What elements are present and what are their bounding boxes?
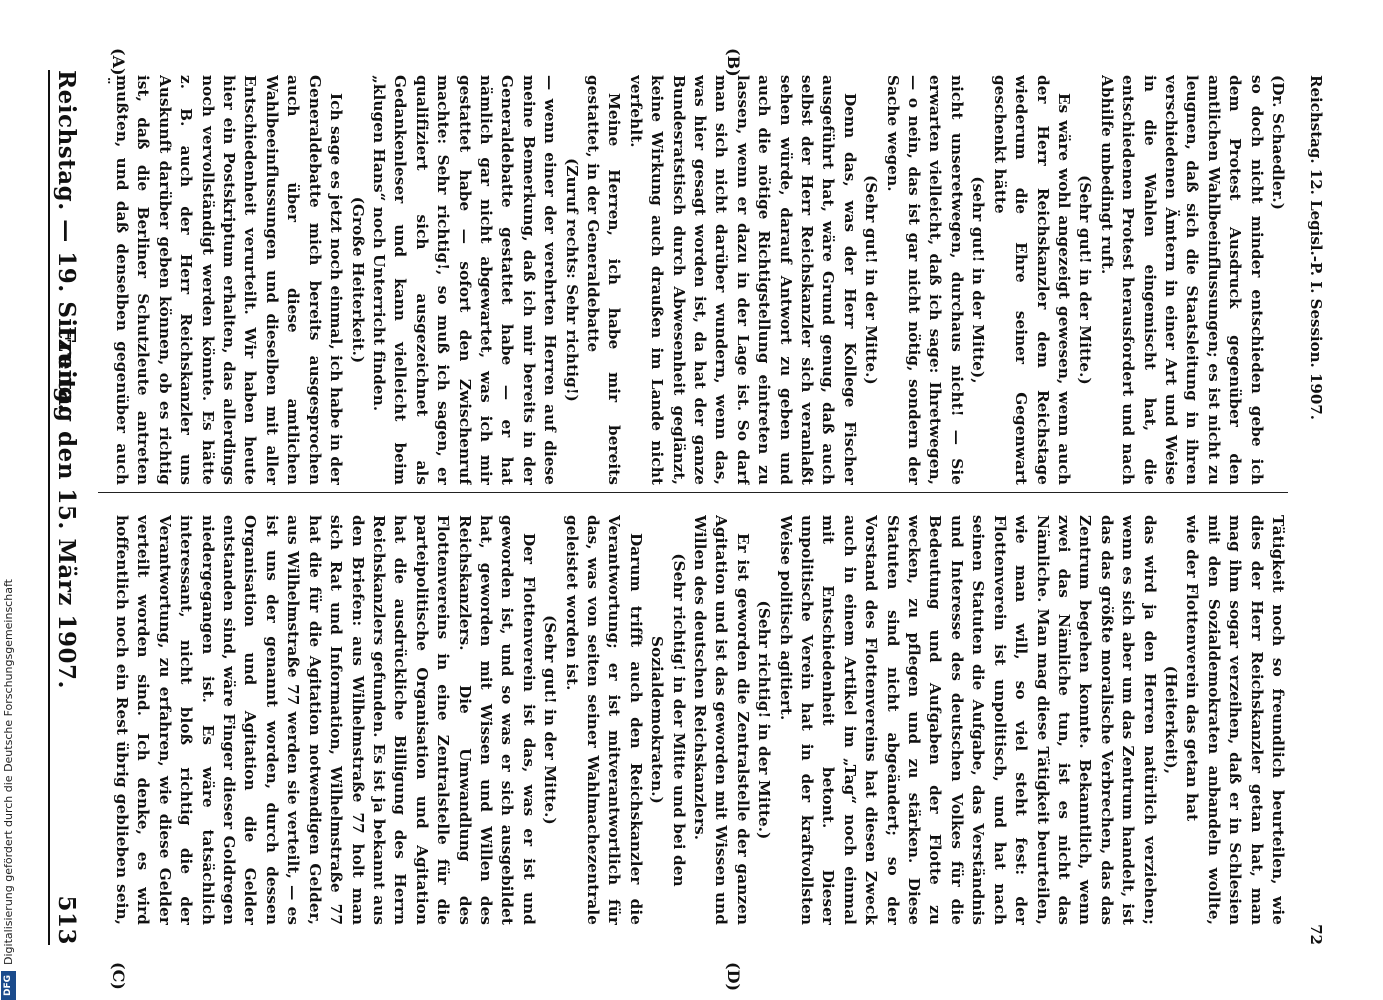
paragraph: (sehr gut! in der Mitte), <box>969 176 988 384</box>
header-rule <box>48 70 50 945</box>
signature-mark: 72 <box>1307 924 1325 945</box>
paragraph: (Zuruf rechts: Sehr richtig!) <box>562 158 581 402</box>
paragraph: (Sehr gut! in der Mitte.) <box>862 175 881 385</box>
left-column <box>108 75 1288 485</box>
paragraph: Tätigkeit noch so freundlich beurteilen, wie dies der Herr Reichskanzler getan hat, man mag ihm sogar verzeihen, daß er in Schlesien mit den Sozialdemokraten anbandeln wollte, wie der Flottenverein das getan hat <box>1183 515 1287 925</box>
header-date: Freitag den 15. März 1907. <box>53 325 80 690</box>
page-number: 513 <box>53 895 80 945</box>
page-footer <box>1301 75 1325 945</box>
paragraph: (Heiterkeit), <box>1161 665 1180 775</box>
paragraph: Es wäre wohl angezeigt gewesen, wenn auch der Herr Reichskanzler dem Reichstage wiederum die Ehre seiner Gegenwart geschenkt hätte <box>990 75 1073 485</box>
paragraph: (Sehr richtig! in der Mitte und bei den Sozialdemokraten.) <box>648 553 688 887</box>
digitization-credit <box>0 0 18 1000</box>
paragraph: (Große Heiterkeit.) <box>348 196 367 364</box>
paragraph: so doch nicht minder entschieden gebe ich dem Protest Ausdruck gegenüber den amtlichen Wahlbeeinflussungen; es ist nicht zu leugnen, daß sich die Staatsleitung in ihren verschiedenen Ämtern in einer Art und Weise in die Wahlen eingemischt hat, die entschiedenen Protest herausfordert und nach Abhilfe unbedingt ruft. <box>1097 75 1266 485</box>
margin-letter-d: (D) <box>724 962 743 992</box>
header-left: Reichstag. — 19. Sitzung. <box>53 70 80 412</box>
paragraph: (Sehr gut! in der Mitte.) <box>1076 175 1095 385</box>
paragraph: (Sehr richtig! in der Mitte.) <box>755 600 774 840</box>
running-head <box>53 70 93 945</box>
paragraph: Darum trifft auch den Reichskanzler die Verantwortung; er ist mitverantwortlich für das, was von seiten seiner Wahlmachezentrale geleistet worden ist. <box>562 515 645 925</box>
margin-letter-a: (A) <box>109 48 128 76</box>
column-divider <box>98 492 1288 493</box>
margin-letter-b: (B) <box>724 48 743 77</box>
right-column <box>108 515 1288 925</box>
paragraph: Der Flottenverein ist das, was er ist und geworden ist, und so was er sich ausgebildet hat, geworden mit Wissen und Willen des Reichskanzlers. Die Umwandlung des Flottenvereins in eine Zentralstelle für die parteipolitische Organisation und Agitation hat die ausdrückliche Billigung des Herrn Reichskanzlers gefunden. Es ist ja bekannt aus den Briefen: aus Wilhelmstraße 77 holt man sich Rat und Information, Wilhelmstraße 77 hat die für die Agitation notwendigen Gelder, aus Wilhelmstraße 77 werden sie verteilt, — es ist uns der genannt worden, durch dessen Organisation und Agitation die Gelder entstanden sind, wäre Finger dieser Goldregen niedergegangen ist. Es wäre tatsächlich interessant, nicht bloß richtig die der Verantwortung, zu erfahren, wie diese Gelder verteilt worden sind. Ich denke, es wird hoffentlich noch ein Rest übrig geblieben sein, <box>113 515 538 925</box>
paragraph: nicht unseretwegen, durchaus nicht! — Sie erwarten vielleicht, daß ich sage: Ihretwegen, — o nein, das ist gar nicht nötig, sondern der Sache wegen. <box>883 75 966 485</box>
dfg-logo-icon: DFG <box>1 971 16 1000</box>
paragraph: Meine Herren, ich habe mir bereits gestattet, in der Generaldebatte <box>584 75 624 485</box>
paragraph: Ich sage es jetzt noch einmal, ich habe in der Generaldebatte mich bereits ausgesprochen auch über diese amtlichen Wahlbeeinflussungen und dieselben mit aller Entschiedenheit verurteilt. Wir haben heute hier ein Postskriptum erhalten, das allerdings noch vervollständigt werden könnte. Es hätte z. B. auch der Herr Reichskanzler uns Auskunft darüber geben können, ob es richtig ist, daß die Berliner Schutzleute antreten mußten, und daß denselben gegenüber auch <box>113 75 346 485</box>
paragraph: das wird ja den Herren natürlich verziehen; wenn es sich aber um das Zentrum handelt, ist das das größte moralische Verbrechen, das das Zentrum begehen konnte. Bekanntlich, wenn zwei das Nämliche tun, ist es nicht das Nämliche. Man mag diese Tätigkeit beurteilen, wie man will, so viel steht fest: der Flottenverein ist unpolitisch, und hat nach seinen Statuten die Aufgabe, das Verständnis und Interesse des deutschen Volkes für die Bedeutung und Aufgaben der Flotte zu wecken, zu pflegen und zu stärken. Diese Statuten sind nicht abgeändert; so der Vorstand des Flottenvereins hat diesen Zweck auch in einem Artikel im „Tag“ noch einmal mit Entschiedenheit betont. Dieser unpolitische Verein hat in der kraftvollsten Weise politisch agitiert. <box>776 515 1159 925</box>
credit-text: Digitalisierung gefördert durch die Deutsche Forschungsgemeinschaft <box>1 579 15 965</box>
paragraph: Denn das, was der Herr Kollege Fischer ausgeführt hat, wäre Grund genug, daß auch selbst der Herr Reichskanzler sich veranlaßt sehen würde, darauf Antwort zu geben und auch die nötige Richtigstellung eintreten zu lassen, wenn er dazu in der Lage ist. So darf man sich nicht darüber wundern, wenn das, was hier gesagt worden ist, da hat der ganze Bundesratstisch durch Abwesenheit geglänzt, keine Wirkung auch draußen im Lande nicht verfehlt. <box>626 75 859 485</box>
paragraph: (Dr. Schaedler.) <box>1269 75 1287 211</box>
paragraph: — wenn einer der verehrten Herren auf diese meine Bemerkung, daß ich mir bereits in der Generaldebatte gestattet habe — er hat nämlich gar nicht abgewartet, was ich mir gestattet habe — sofort den Zwischenruf machte: Sehr richtig!, so muß ich sagen, er qualifiziert sich ausgezeichnet als Gedankenleser und kann vielleicht beim „klugen Hans“ noch Unterricht finden. <box>369 75 560 485</box>
paragraph: (Sehr gut! in der Mitte.) <box>541 615 560 825</box>
paragraph: Er ist geworden die Zentralstelle der ganzen Agitation und ist das geworden mit Wissen und Willen des deutschen Reichskanzlers. <box>691 515 752 925</box>
footer-left: Reichstag. 12. Legisl.-P. I. Session. 1907. <box>1307 75 1325 420</box>
margin-letter-c: (C) <box>109 962 128 990</box>
